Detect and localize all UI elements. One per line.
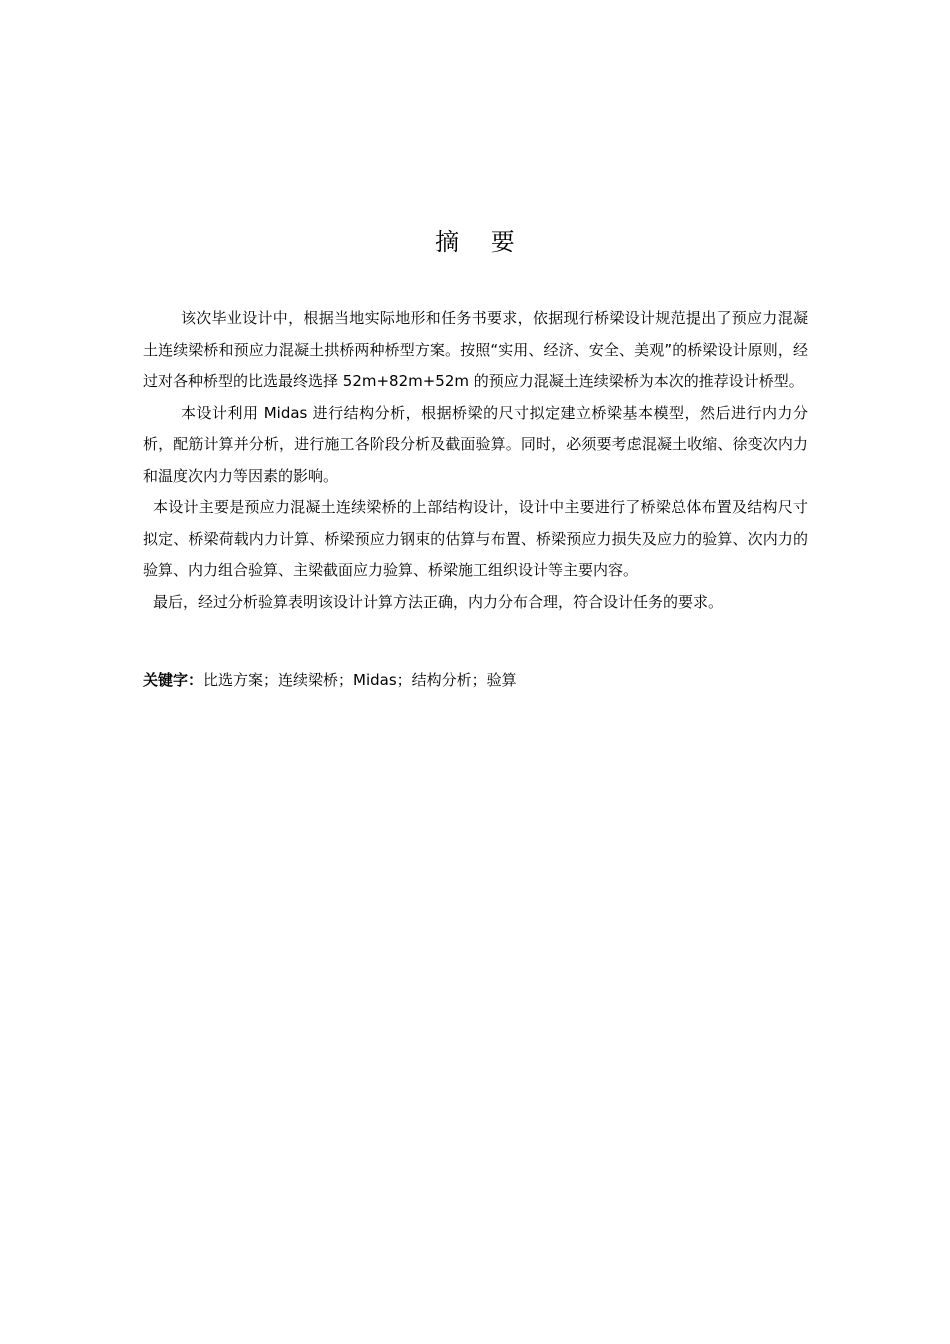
abstract-paragraph-3: 本设计主要是预应力混凝土连续梁桥的上部结构设计，设计中主要进行了桥梁总体布置及结构尺寸拟定、桥梁荷载内力计算、桥梁预应力钢束的估算与布置、桥梁预应力损失及应力的验算、次内力的验算、内力组合验算、主梁截面应力验算、桥梁施工组织设计等主要内容。: [143, 498, 808, 579]
abstract-paragraph-2: 本设计利用 Midas 进行结构分析，根据桥梁的尺寸拟定建立桥梁基本模型，然后进行内力分析，配筋计算并分析，进行施工各阶段分析及截面验算。同时，必须要考虑混凝土收缩、徐变次内力和温度次内力等因素的影响。: [143, 403, 808, 485]
abstract-body: [143, 303, 808, 618]
abstract-paragraph-1: 该次毕业设计中，根据当地实际地形和任务书要求，依据现行桥梁设计规范提出了预应力混凝土连续梁桥和预应力混凝土拱桥两种桥型方案。按照“实用、经济、安全、美观”的桥梁设计原则，经过对各种桥型的比选最终选择 52m+82m+52m 的预应力混凝土连续梁桥为本次的推荐设计桥型。: [143, 309, 808, 390]
keywords-line: [143, 668, 808, 692]
keywords-label: 关键字：: [143, 671, 204, 689]
abstract-paragraph-4: 最后，经过分析验算表明该设计计算方法正确，内力分布合理，符合设计任务的要求。: [153, 592, 724, 611]
keywords-text: 比选方案；连续梁桥；Midas；结构分析；验算: [203, 671, 517, 689]
abstract-title: 摘 要: [435, 228, 527, 256]
